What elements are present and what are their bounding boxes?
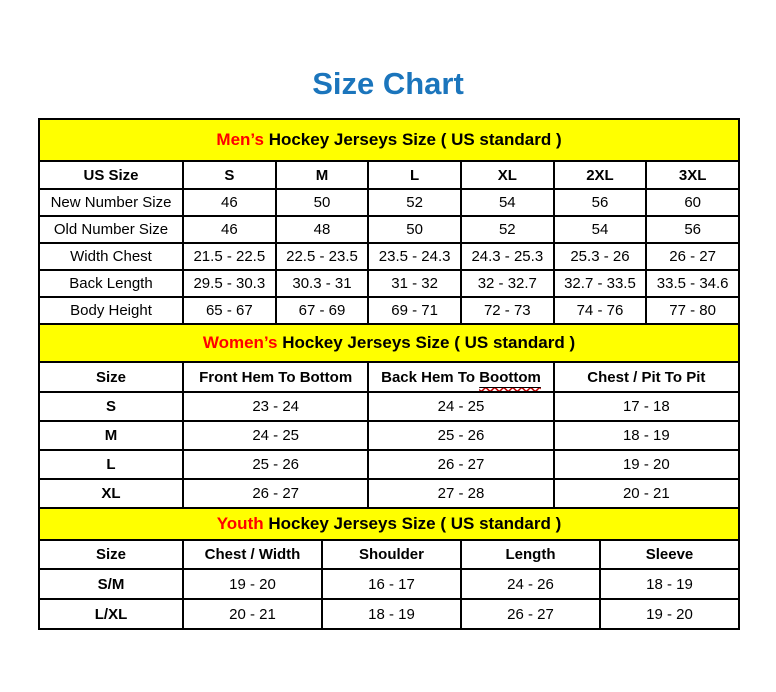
womens-banner-text: Hockey Jerseys Size ( US standard ) <box>277 333 576 352</box>
womens-value-cell: 20 - 21 <box>554 479 739 508</box>
mens-row-label: Body Height <box>39 297 183 324</box>
womens-row-label: M <box>39 421 183 450</box>
womens-banner-row <box>39 324 739 362</box>
youth-value-cell: 19 - 20 <box>183 569 322 599</box>
mens-banner-row <box>39 119 739 161</box>
mens-table-row <box>39 216 739 243</box>
mens-column-header: S <box>183 161 276 189</box>
womens-banner-highlight: Women’s <box>202 333 278 352</box>
mens-value-cell: 32.7 - 33.5 <box>554 270 647 297</box>
womens-value-cell: 26 - 27 <box>368 450 553 479</box>
mens-value-cell: 46 <box>183 189 276 216</box>
mens-table-row <box>39 270 739 297</box>
youth-column-header: Chest / Width <box>183 540 322 569</box>
mens-table-row <box>39 189 739 216</box>
womens-table-row <box>39 479 739 508</box>
womens-column-header: Front Hem To Bottom <box>183 362 368 392</box>
mens-banner <box>39 119 739 161</box>
womens-column-header: Size <box>39 362 183 392</box>
youth-value-cell: 18 - 19 <box>322 599 461 629</box>
womens-table-row <box>39 392 739 421</box>
mens-table-row <box>39 297 739 324</box>
youth-banner <box>39 508 739 540</box>
mens-value-cell: 26 - 27 <box>646 243 739 270</box>
mens-value-cell: 67 - 69 <box>276 297 369 324</box>
mens-value-cell: 24.3 - 25.3 <box>461 243 554 270</box>
youth-table-row <box>39 599 739 629</box>
womens-row-label: XL <box>39 479 183 508</box>
size-tables-container <box>38 118 738 630</box>
youth-value-cell: 19 - 20 <box>600 599 739 629</box>
mens-column-header: 2XL <box>554 161 647 189</box>
mens-value-cell: 32 - 32.7 <box>461 270 554 297</box>
mens-value-cell: 33.5 - 34.6 <box>646 270 739 297</box>
mens-value-cell: 69 - 71 <box>368 297 461 324</box>
youth-banner-row <box>39 508 739 540</box>
youth-value-cell: 24 - 26 <box>461 569 600 599</box>
womens-row-label: S <box>39 392 183 421</box>
mens-value-cell: 31 - 32 <box>368 270 461 297</box>
mens-column-header: 3XL <box>646 161 739 189</box>
mens-value-cell: 46 <box>183 216 276 243</box>
mens-value-cell: 30.3 - 31 <box>276 270 369 297</box>
mens-column-header: US Size <box>39 161 183 189</box>
mens-value-cell: 21.5 - 22.5 <box>183 243 276 270</box>
mens-banner-highlight: Men’s <box>216 130 264 149</box>
mens-value-cell: 56 <box>646 216 739 243</box>
youth-column-header: Sleeve <box>600 540 739 569</box>
mens-value-cell: 22.5 - 23.5 <box>276 243 369 270</box>
mens-value-cell: 56 <box>554 189 647 216</box>
mens-column-header: XL <box>461 161 554 189</box>
typo-word: Boottom <box>479 368 541 386</box>
youth-column-header: Length <box>461 540 600 569</box>
womens-value-cell: 24 - 25 <box>183 421 368 450</box>
mens-column-header: L <box>368 161 461 189</box>
mens-value-cell: 54 <box>461 189 554 216</box>
womens-value-cell: 24 - 25 <box>368 392 553 421</box>
youth-banner-highlight: Youth <box>216 514 264 533</box>
womens-value-cell: 23 - 24 <box>183 392 368 421</box>
womens-value-cell: 19 - 20 <box>554 450 739 479</box>
mens-row-label: New Number Size <box>39 189 183 216</box>
womens-value-cell: 25 - 26 <box>368 421 553 450</box>
mens-value-cell: 77 - 80 <box>646 297 739 324</box>
youth-value-cell: 26 - 27 <box>461 599 600 629</box>
youth-column-header: Size <box>39 540 183 569</box>
womens-column-header: Back Hem To Boottom <box>368 362 553 392</box>
mens-header-row <box>39 161 739 189</box>
mens-value-cell: 65 - 67 <box>183 297 276 324</box>
youth-row-label: L/XL <box>39 599 183 629</box>
mens-column-header: M <box>276 161 369 189</box>
mens-value-cell: 72 - 73 <box>461 297 554 324</box>
mens-row-label: Back Length <box>39 270 183 297</box>
youth-banner-text: Hockey Jerseys Size ( US standard ) <box>263 514 562 533</box>
mens-value-cell: 23.5 - 24.3 <box>368 243 461 270</box>
womens-value-cell: 26 - 27 <box>183 479 368 508</box>
womens-value-cell: 18 - 19 <box>554 421 739 450</box>
youth-value-cell: 16 - 17 <box>322 569 461 599</box>
mens-value-cell: 50 <box>368 216 461 243</box>
womens-row-label: L <box>39 450 183 479</box>
womens-header-row <box>39 362 739 392</box>
youth-header-row <box>39 540 739 569</box>
typo-squiggle <box>479 369 541 386</box>
womens-size-table <box>38 323 740 509</box>
mens-value-cell: 74 - 76 <box>554 297 647 324</box>
mens-value-cell: 52 <box>461 216 554 243</box>
mens-size-table <box>38 118 740 325</box>
youth-value-cell: 20 - 21 <box>183 599 322 629</box>
womens-column-header: Chest / Pit To Pit <box>554 362 739 392</box>
mens-banner-text: Hockey Jerseys Size ( US standard ) <box>263 130 562 149</box>
womens-value-cell: 25 - 26 <box>183 450 368 479</box>
mens-row-label: Old Number Size <box>39 216 183 243</box>
womens-value-cell: 17 - 18 <box>554 392 739 421</box>
mens-value-cell: 52 <box>368 189 461 216</box>
youth-size-table <box>38 507 740 630</box>
youth-row-label: S/M <box>39 569 183 599</box>
mens-row-label: Width Chest <box>39 243 183 270</box>
youth-table-row <box>39 569 739 599</box>
womens-value-cell: 27 - 28 <box>368 479 553 508</box>
mens-value-cell: 29.5 - 30.3 <box>183 270 276 297</box>
youth-column-header: Shoulder <box>322 540 461 569</box>
youth-value-cell: 18 - 19 <box>600 569 739 599</box>
mens-value-cell: 54 <box>554 216 647 243</box>
womens-table-row <box>39 421 739 450</box>
mens-value-cell: 25.3 - 26 <box>554 243 647 270</box>
womens-table-row <box>39 450 739 479</box>
mens-value-cell: 50 <box>276 189 369 216</box>
page-title: Size Chart <box>312 66 464 101</box>
mens-value-cell: 48 <box>276 216 369 243</box>
womens-banner <box>39 324 739 362</box>
mens-table-row <box>39 243 739 270</box>
mens-value-cell: 60 <box>646 189 739 216</box>
